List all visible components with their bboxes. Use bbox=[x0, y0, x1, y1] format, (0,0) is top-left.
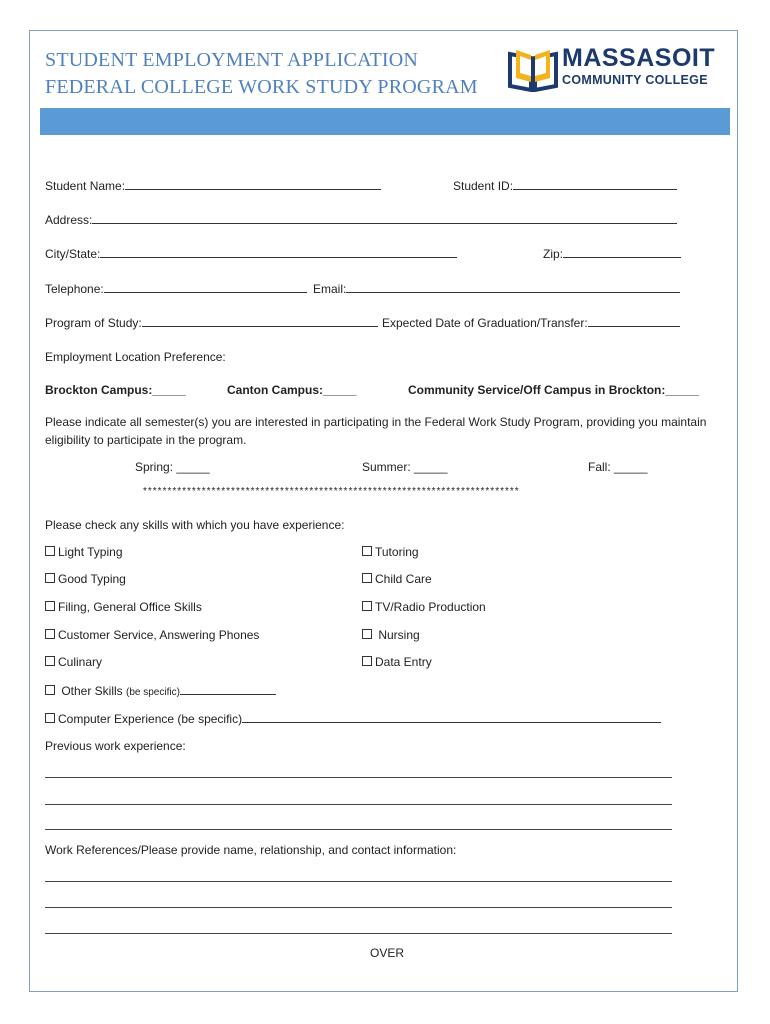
form-title: STUDENT EMPLOYMENT APPLICATION bbox=[45, 49, 419, 71]
checkbox-icon[interactable] bbox=[45, 601, 55, 611]
skill-label: Tutoring bbox=[375, 545, 419, 559]
over-indicator: OVER bbox=[370, 946, 405, 960]
skill-checkbox-right[interactable] bbox=[362, 600, 486, 614]
community-service-option[interactable]: Community Service/Off Campus in Brockton:_____ bbox=[408, 383, 699, 397]
computer-experience-blank[interactable] bbox=[242, 711, 661, 723]
student-name-blank[interactable] bbox=[125, 178, 381, 190]
header-banner bbox=[40, 108, 730, 135]
separator-stars: ***************************************************************************** bbox=[143, 486, 520, 497]
grad-date-field[interactable] bbox=[382, 315, 680, 330]
grad-date-blank[interactable] bbox=[588, 315, 680, 327]
checkbox-icon[interactable] bbox=[45, 546, 55, 556]
skills-intro: Please check any skills with which you have experience: bbox=[45, 518, 345, 532]
skill-label: Culinary bbox=[58, 655, 103, 669]
references-line[interactable] bbox=[45, 907, 672, 908]
previous-experience-line[interactable] bbox=[45, 804, 672, 805]
checkbox-icon[interactable] bbox=[45, 685, 55, 695]
semester-instruction-line2: eligibility to participate in the program. bbox=[45, 433, 247, 447]
grad-date-label: Expected Date of Graduation/Transfer: bbox=[382, 316, 588, 330]
address-blank[interactable] bbox=[92, 212, 677, 224]
spring-option[interactable]: Spring: _____ bbox=[135, 460, 210, 474]
telephone-label: Telephone: bbox=[45, 282, 104, 296]
logo-subtitle: COMMUNITY COLLEGE bbox=[562, 73, 708, 87]
zip-field[interactable] bbox=[543, 246, 681, 261]
other-skills-field[interactable] bbox=[45, 683, 276, 698]
skill-label: Light Typing bbox=[58, 545, 123, 559]
location-preference-label: Employment Location Preference: bbox=[45, 350, 226, 364]
checkbox-icon[interactable] bbox=[45, 573, 55, 583]
semester-instruction-line1: Please indicate all semester(s) you are interested in participating in the Federal Work Study Program, providing you maintain bbox=[45, 415, 707, 429]
student-id-field[interactable] bbox=[453, 178, 677, 193]
skill-checkbox-left[interactable] bbox=[45, 600, 202, 614]
checkbox-icon[interactable] bbox=[362, 656, 372, 666]
brockton-campus-option[interactable]: Brockton Campus:_____ bbox=[45, 383, 186, 397]
checkbox-icon[interactable] bbox=[45, 713, 55, 723]
previous-experience-line[interactable] bbox=[45, 829, 672, 830]
previous-experience-line[interactable] bbox=[45, 777, 672, 778]
email-field[interactable] bbox=[313, 281, 680, 296]
address-field[interactable] bbox=[45, 212, 677, 227]
skill-label: Customer Service, Answering Phones bbox=[58, 628, 260, 642]
previous-experience-label: Previous work experience: bbox=[45, 739, 186, 753]
student-name-label: Student Name: bbox=[45, 179, 126, 193]
city-state-label: City/State: bbox=[45, 247, 101, 261]
skill-label: Child Care bbox=[375, 572, 432, 586]
computer-experience-field[interactable] bbox=[45, 711, 661, 726]
program-blank[interactable] bbox=[142, 315, 378, 327]
skill-label: Good Typing bbox=[58, 572, 126, 586]
telephone-field[interactable] bbox=[45, 281, 307, 296]
email-blank[interactable] bbox=[346, 281, 680, 293]
telephone-blank[interactable] bbox=[104, 281, 307, 293]
city-state-field[interactable] bbox=[45, 246, 457, 261]
zip-label: Zip: bbox=[543, 247, 564, 261]
canton-campus-option[interactable]: Canton Campus:_____ bbox=[227, 383, 357, 397]
skill-label: Data Entry bbox=[375, 655, 432, 669]
other-skills-hint: (be specific) bbox=[126, 687, 180, 698]
skill-label: Nursing bbox=[375, 628, 420, 642]
student-id-blank[interactable] bbox=[513, 178, 677, 190]
address-label: Address: bbox=[45, 213, 93, 227]
logo-wordmark: MASSASOIT bbox=[562, 44, 716, 72]
references-line[interactable] bbox=[45, 881, 672, 882]
student-name-field[interactable] bbox=[45, 178, 381, 193]
other-skills-label: Other Skills bbox=[58, 684, 127, 698]
checkbox-icon[interactable] bbox=[45, 629, 55, 639]
references-line[interactable] bbox=[45, 933, 672, 934]
program-label: Program of Study: bbox=[45, 316, 142, 330]
checkbox-icon[interactable] bbox=[362, 546, 372, 556]
skill-label: TV/Radio Production bbox=[375, 600, 486, 614]
student-id-label: Student ID: bbox=[453, 179, 514, 193]
checkbox-icon[interactable] bbox=[45, 656, 55, 666]
checkbox-icon[interactable] bbox=[362, 629, 372, 639]
computer-experience-label: Computer Experience (be specific) bbox=[58, 712, 243, 726]
skill-checkbox-right[interactable] bbox=[362, 572, 432, 586]
skill-checkbox-right[interactable] bbox=[362, 628, 420, 642]
summer-option[interactable]: Summer: _____ bbox=[362, 460, 448, 474]
program-field[interactable] bbox=[45, 315, 378, 330]
skill-checkbox-left[interactable] bbox=[45, 572, 126, 586]
other-skills-blank[interactable] bbox=[180, 683, 276, 695]
skill-checkbox-left[interactable] bbox=[45, 628, 259, 642]
references-label: Work References/Please provide name, relationship, and contact information: bbox=[45, 843, 457, 857]
skill-checkbox-left[interactable] bbox=[45, 545, 123, 559]
city-state-blank[interactable] bbox=[100, 246, 457, 258]
skill-label: Filing, General Office Skills bbox=[58, 600, 202, 614]
skill-checkbox-right[interactable] bbox=[362, 545, 419, 559]
checkbox-icon[interactable] bbox=[362, 573, 372, 583]
checkbox-icon[interactable] bbox=[362, 601, 372, 611]
book-logo-icon bbox=[507, 46, 559, 92]
email-label: Email: bbox=[313, 282, 347, 296]
skill-checkbox-left[interactable] bbox=[45, 655, 102, 669]
college-logo bbox=[507, 44, 729, 94]
skill-checkbox-right[interactable] bbox=[362, 655, 432, 669]
fall-option[interactable]: Fall: _____ bbox=[588, 460, 648, 474]
zip-blank[interactable] bbox=[563, 246, 681, 258]
form-subtitle: FEDERAL COLLEGE WORK STUDY PROGRAM bbox=[45, 76, 478, 98]
